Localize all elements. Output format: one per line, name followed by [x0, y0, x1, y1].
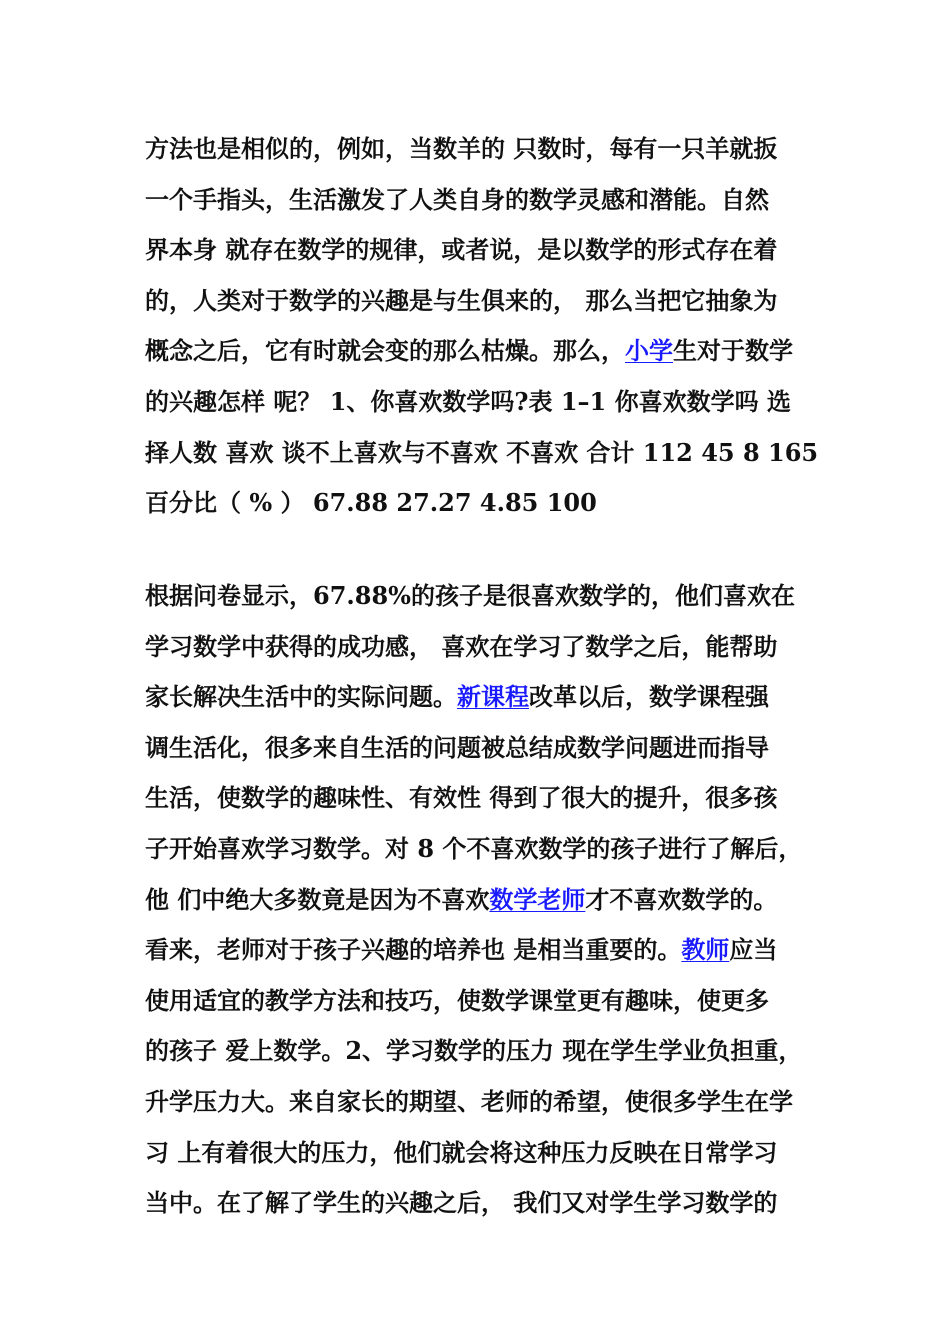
- text-run: 的兴趣怎样 呢？ 1、你喜欢数学吗?表 1–1 你喜欢数学吗 选: [145, 386, 791, 416]
- text-line: [145, 682, 825, 733]
- text-run: 家长解决生活中的实际问题。: [145, 682, 457, 712]
- inline-link[interactable]: 数学老师: [489, 884, 586, 914]
- text-line: [145, 286, 825, 337]
- paragraph-survey-results: [145, 581, 825, 1239]
- text-run: 习 上有着很大的压力，他们就会将这种压力反映在日常学习: [145, 1137, 778, 1167]
- text-run: 一个手指头，生活激发了人类自身的数学灵感和潜能。自然: [145, 184, 769, 214]
- text-line: [145, 134, 825, 185]
- inline-link[interactable]: 小学: [625, 336, 673, 366]
- text-line: [145, 1087, 825, 1138]
- text-line: [145, 1188, 825, 1239]
- text-line: [145, 1036, 825, 1087]
- text-run: 改革以后，数学课程强: [529, 682, 769, 712]
- text-run: 生对于数学: [673, 336, 793, 366]
- text-run: 他 们中绝大多数竟是因为不喜欢: [145, 884, 490, 914]
- inline-link[interactable]: 教师: [681, 935, 730, 965]
- text-line: [145, 438, 825, 489]
- text-line: [145, 885, 825, 936]
- text-line: [145, 336, 825, 387]
- inline-link[interactable]: 新课程: [457, 682, 529, 712]
- text-run: 升学压力大。来自家长的期望、老师的希望，使很多学生在学: [145, 1086, 793, 1116]
- text-run: 的孩子 爱上数学。2、学习数学的压力 现在学生学业负担重，: [145, 1036, 803, 1066]
- text-run: 择人数 喜欢 谈不上喜欢与不喜欢 不喜欢 合计 112 45 8 165: [145, 437, 819, 467]
- text-run: 界本身 就存在数学的规律，或者说，是以数学的形式存在着: [145, 235, 778, 265]
- text-line: [145, 488, 825, 539]
- text-run: 看来，老师对于孩子兴趣的培养也 是相当重要的。: [145, 935, 682, 965]
- text-line: [145, 185, 825, 236]
- text-line: [145, 387, 825, 438]
- text-line: [145, 783, 825, 834]
- text-line: [145, 632, 825, 683]
- text-run: 才不喜欢数学的。: [585, 884, 778, 914]
- text-run: 百分比（ % ） 67.88 27.27 4.85 100: [145, 488, 597, 518]
- text-line: [145, 235, 825, 286]
- text-line: [145, 834, 825, 885]
- text-run: 子开始喜欢学习数学。对 8 个不喜欢数学的孩子进行了解后，: [145, 833, 803, 863]
- text-line: [145, 1138, 825, 1189]
- text-line: [145, 986, 825, 1037]
- text-run: 使用适宜的教学方法和技巧，使数学课堂更有趣味，使更多: [145, 985, 769, 1015]
- text-line: [145, 581, 825, 632]
- text-run: 当中。在了解了学生的兴趣之后， 我们又对学生学习数学的: [145, 1188, 778, 1218]
- text-run: 应当: [729, 935, 778, 965]
- text-line: [145, 733, 825, 784]
- text-run: 调生活化，很多来自生活的问题被总结成数学问题进而指导: [145, 732, 769, 762]
- text-line: [145, 935, 825, 986]
- text-run: 概念之后，它有时就会变的那么枯燥。那么，: [145, 336, 625, 366]
- text-run: 的，人类对于数学的兴趣是与生俱来的， 那么当把它抽象为: [145, 285, 778, 315]
- text-run: 生活，使数学的趣味性、有效性 得到了很大的提升，很多孩: [145, 783, 778, 813]
- text-run: 学习数学中获得的成功感， 喜欢在学习了数学之后，能帮助: [145, 631, 778, 661]
- text-run: 方法也是相似的，例如，当数羊的 只数时，每有一只羊就扳: [145, 134, 778, 163]
- text-run: 根据问卷显示，67.88%的孩子是很喜欢数学的，他们喜欢在: [145, 581, 795, 610]
- paragraph-math-interest-intro: [145, 134, 825, 539]
